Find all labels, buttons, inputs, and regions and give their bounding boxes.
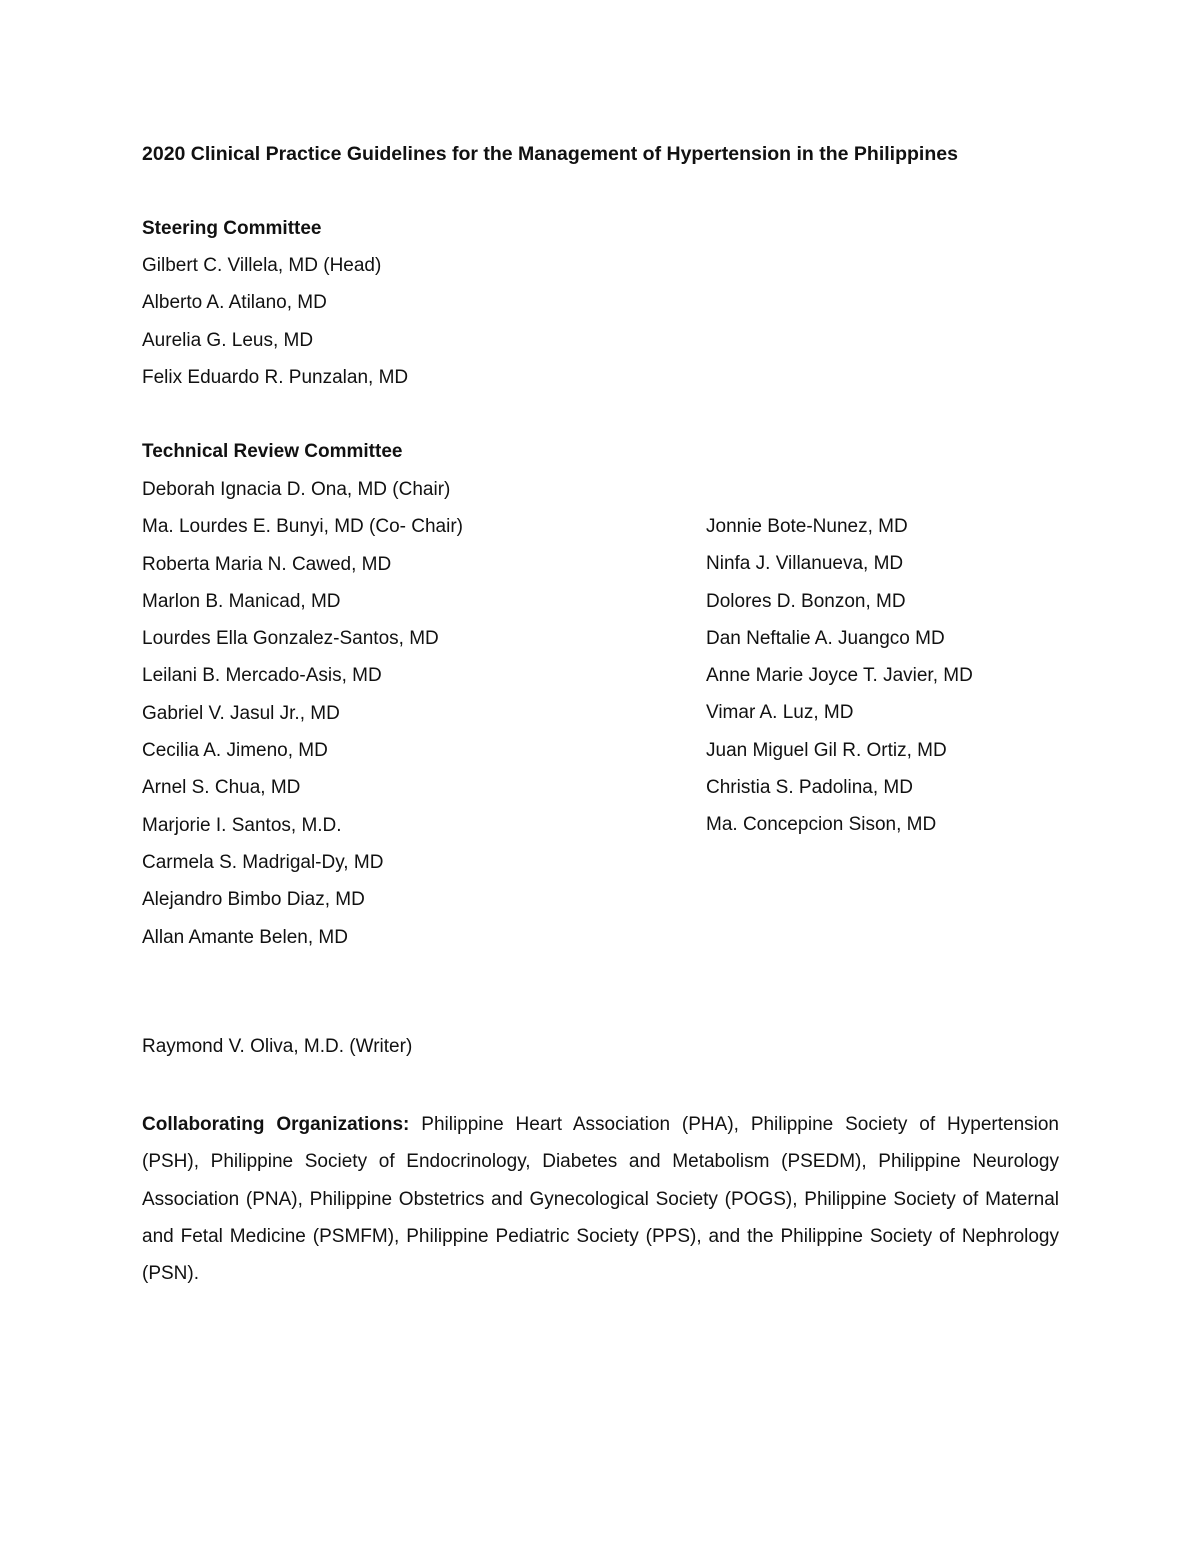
technical-member: Deborah Ignacia D. Ona, MD (Chair) — [142, 479, 451, 500]
technical-member: Arnel S. Chua, MD — [142, 777, 301, 799]
technical-review-left-list — [142, 471, 463, 956]
technical-member: Jonnie Bote-Nunez, MD — [706, 516, 908, 537]
collaborating-organizations-label: Collaborating Organizations: — [142, 1114, 410, 1135]
steering-member: Aurelia G. Leus, MD — [142, 329, 314, 351]
technical-member: Roberta Maria N. Cawed, MD — [142, 553, 392, 575]
technical-member: Juan Miguel Gil R. Ortiz, MD — [706, 739, 947, 761]
technical-member: Dan Neftalie A. Juangco MD — [706, 627, 945, 649]
technical-member: Ma. Lourdes E. Bunyi, MD (Co- Chair) — [142, 516, 463, 538]
technical-member: Ma. Concepcion Sison, MD — [706, 814, 937, 836]
technical-member: Carmela S. Madrigal-Dy, MD — [142, 851, 384, 873]
steering-committee-list — [142, 247, 408, 396]
technical-member: Vimar A. Luz, MD — [706, 702, 854, 724]
technical-member: Ninfa J. Villanueva, MD — [706, 553, 904, 575]
steering-member: Felix Eduardo R. Punzalan, MD — [142, 366, 409, 388]
steering-member: Alberto A. Atilano, MD — [142, 292, 327, 314]
technical-member: Gabriel V. Jasul Jr., MD — [142, 702, 340, 724]
technical-member: Dolores D. Bonzon, MD — [706, 590, 906, 612]
collaborating-organizations-text: Philippine Heart Association (PHA), Philippine Society of Hypertension (PSH), Philippine Society of Endocrinology, Diabetes and Metabolism (PSEDM), Philippine Neurology Association (PNA), Philippine Obstetrics and Gynecological Society (POGS), Philippine Society of Maternal and Fetal Medicine (PSMFM), Philippine Pediatric Society (PPS), and the Philippine Society of Nephrology (PSN). — [142, 1114, 1060, 1285]
steering-member: Gilbert C. Villela, MD (Head) — [142, 255, 382, 276]
steering-committee-heading: Steering Committee — [142, 218, 322, 239]
technical-review-heading: Technical Review Committee — [142, 441, 403, 462]
technical-member: Allan Amante Belen, MD — [142, 926, 348, 948]
writer-line: Raymond V. Oliva, M.D. (Writer) — [142, 1036, 413, 1057]
technical-member: Lourdes Ella Gonzalez-Santos, MD — [142, 628, 439, 650]
technical-member: Anne Marie Joyce T. Javier, MD — [706, 665, 973, 687]
technical-member: Alejandro Bimbo Diaz, MD — [142, 889, 365, 911]
technical-member: Cecilia A. Jimeno, MD — [142, 740, 328, 762]
technical-member: Leilani B. Mercado-Asis, MD — [142, 665, 382, 687]
technical-member: Christia S. Padolina, MD — [706, 777, 913, 799]
technical-member: Marjorie I. Santos, M.D. — [142, 814, 342, 836]
document-title: 2020 Clinical Practice Guidelines for the Management of Hypertension in the Philippines — [142, 143, 958, 165]
collaborating-organizations-paragraph — [142, 1106, 1059, 1292]
technical-review-right-list — [706, 508, 973, 844]
technical-member: Marlon B. Manicad, MD — [142, 590, 341, 612]
